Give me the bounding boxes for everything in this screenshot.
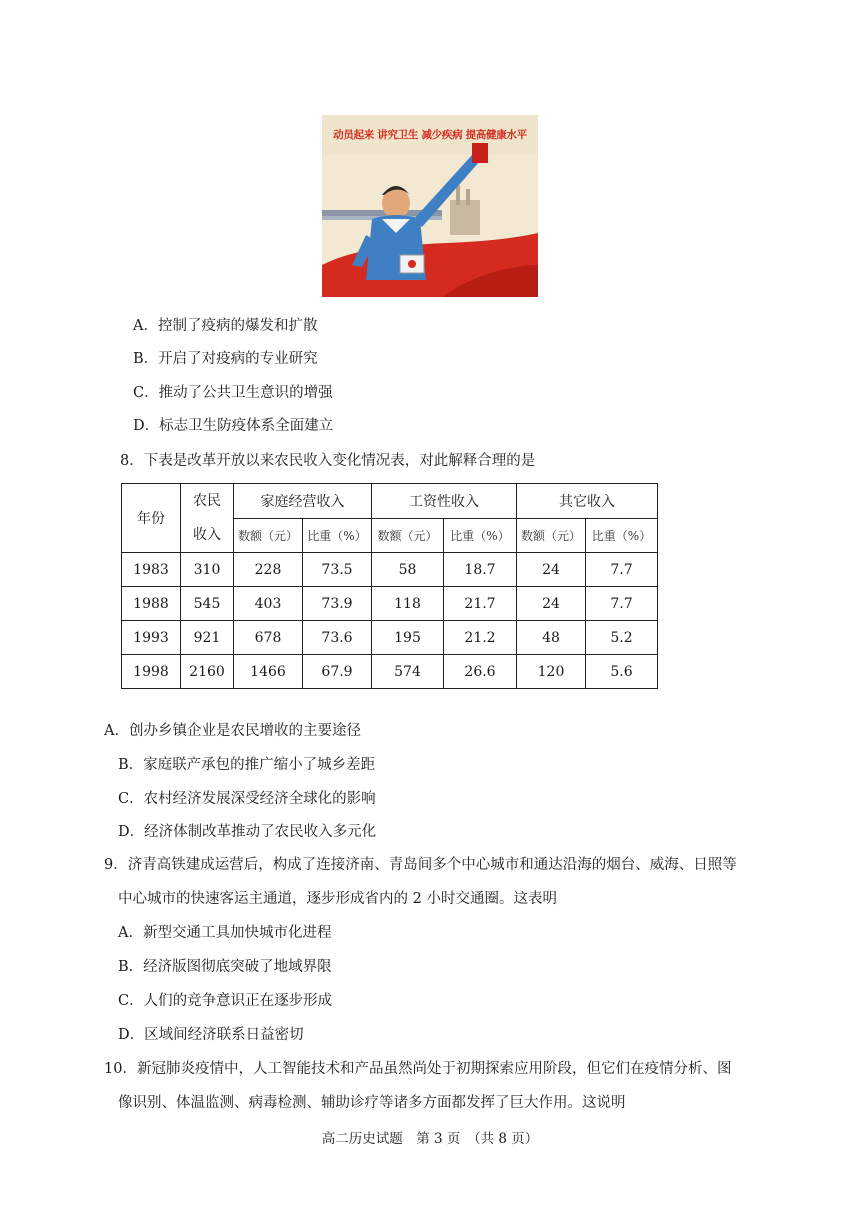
cell: 921 [181, 621, 234, 655]
propaganda-poster [322, 115, 538, 297]
q10-stem-line2: 像识别、体温监测、病毒检测、辅助诊疗等诸多方面都发挥了巨大作用。这说明 [118, 1095, 626, 1111]
cell: 7.7 [586, 553, 658, 587]
q9-option-b[interactable]: B．经济版图彻底突破了地域界限 [118, 959, 332, 975]
cell: 5.2 [586, 621, 658, 655]
cell: 73.9 [303, 587, 372, 621]
table-row [122, 621, 658, 655]
q7-option-b[interactable]: B．开启了对疫病的专业研究 [133, 351, 318, 367]
cell: 1993 [122, 621, 181, 655]
poster-slogan: 动员起来 讲究卫生 减少疾病 提高健康水平 [333, 129, 527, 141]
sub-ratio: 比重（%） [303, 518, 372, 553]
page-footer: 高二历史试题 第 3 页 （共 8 页） [321, 1131, 539, 1147]
q8-stem: 8．下表是改革开放以来农民收入变化情况表，对此解释合理的是 [120, 453, 536, 469]
cell: 7.7 [586, 587, 658, 621]
cell: 24 [517, 553, 586, 587]
q9-stem-line2: 中心城市的快速客运主通道，逐步形成省内的 2 小时交通圈。这表明 [118, 891, 557, 907]
cell: 118 [372, 587, 444, 621]
cell: 678 [234, 621, 303, 655]
cell: 18.7 [444, 553, 517, 587]
cell: 1998 [122, 655, 181, 689]
poster-illustration [322, 115, 538, 297]
cell: 545 [181, 587, 234, 621]
header-year: 年份 [122, 484, 181, 553]
cell: 310 [181, 553, 234, 587]
header-income [181, 484, 234, 553]
q7-option-c[interactable]: C．推动了公共卫生意识的增强 [133, 385, 333, 401]
cell: 21.2 [444, 621, 517, 655]
sub-ratio: 比重（%） [444, 518, 517, 553]
cell: 24 [517, 587, 586, 621]
header-income-line2: 收入 [193, 527, 221, 543]
cell: 48 [517, 621, 586, 655]
cell: 26.6 [444, 655, 517, 689]
cell: 73.6 [303, 621, 372, 655]
cell: 1988 [122, 587, 181, 621]
cell: 67.9 [303, 655, 372, 689]
q7-option-a[interactable]: A．控制了疫病的爆发和扩散 [133, 318, 318, 334]
q8-option-b[interactable]: B．家庭联产承包的推广缩小了城乡差距 [118, 757, 376, 773]
q8-option-c[interactable]: C．农村经济发展深受经济全球化的影响 [118, 791, 376, 807]
cell: 228 [234, 553, 303, 587]
table-row [122, 553, 658, 587]
sub-amount: 数额（元） [517, 518, 586, 553]
cell: 21.7 [444, 587, 517, 621]
cell: 1466 [234, 655, 303, 689]
q8-option-d[interactable]: D．经济体制改革推动了农民收入多元化 [118, 824, 377, 840]
q8-option-a[interactable]: A．创办乡镇企业是农民增收的主要途径 [104, 723, 361, 739]
q9-option-c[interactable]: C．人们的竞争意识正在逐步形成 [118, 993, 333, 1009]
cell: 2160 [181, 655, 234, 689]
cell: 58 [372, 553, 444, 587]
cell: 73.5 [303, 553, 372, 587]
header-household: 家庭经营收入 [234, 484, 372, 519]
table-row [122, 655, 658, 689]
header-wage: 工资性收入 [372, 484, 517, 519]
header-other: 其它收入 [517, 484, 658, 519]
income-table [121, 483, 658, 689]
cell: 120 [517, 655, 586, 689]
cell: 1983 [122, 553, 181, 587]
sub-ratio: 比重（%） [586, 518, 658, 553]
q10-stem-line1: 10．新冠肺炎疫情中，人工智能技术和产品虽然尚处于初期探索应用阶段，但它们在疫情分析、图 [104, 1061, 732, 1077]
q9-option-d[interactable]: D．区域间经济联系日益密切 [118, 1027, 304, 1043]
cell: 574 [372, 655, 444, 689]
q7-option-d[interactable]: D．标志卫生防疫体系全面建立 [133, 418, 334, 434]
q9-stem-line1: 9．济青高铁建成运营后，构成了连接济南、青岛间多个中心城市和通达沿海的烟台、威海、日照等 [104, 857, 737, 873]
sub-amount: 数额（元） [372, 518, 444, 553]
sub-amount: 数额（元） [234, 518, 303, 553]
header-income-line1: 农民 [193, 493, 221, 509]
q9-option-a[interactable]: A．新型交通工具加快城市化进程 [118, 925, 332, 941]
cell: 195 [372, 621, 444, 655]
cell: 5.6 [586, 655, 658, 689]
table-row [122, 587, 658, 621]
cell: 403 [234, 587, 303, 621]
